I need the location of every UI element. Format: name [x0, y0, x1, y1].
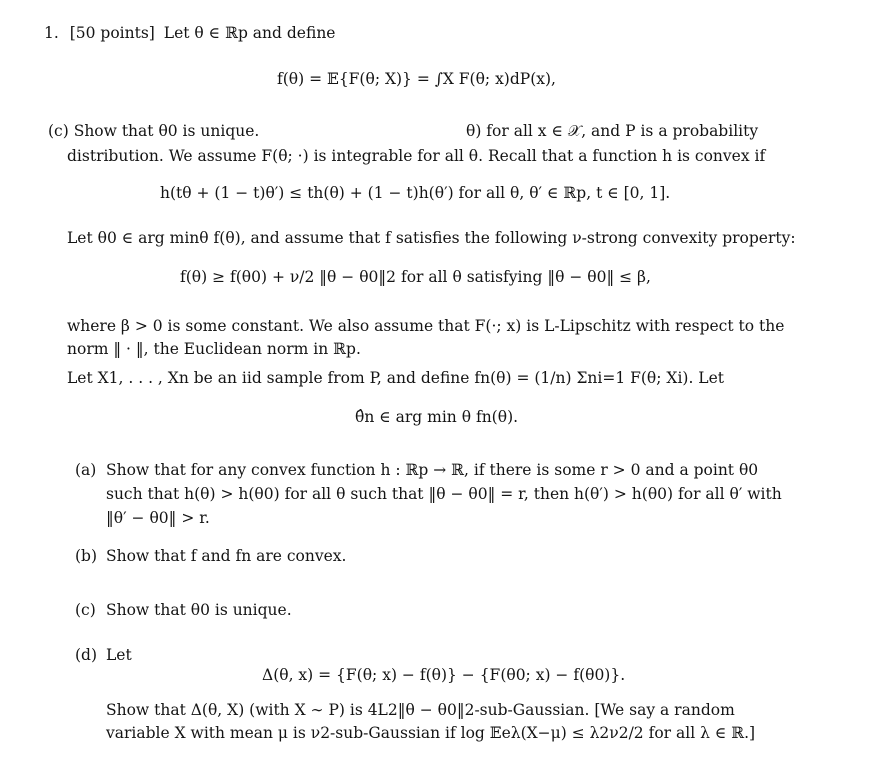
problem-header [44, 23, 335, 43]
equation-theta-hat: θ̂n ∈ arg min θ fn(θ). [355, 408, 519, 426]
part-a-label: (a) [75, 461, 97, 479]
part-c-label: (c) [75, 601, 96, 619]
part-d-line1: Show that Δ(θ, X) (with X ∼ P) is 4L2‖θ − θ0‖2-sub-Gaussian. [We say a random [106, 701, 735, 719]
part-a-line3: ‖θ′ − θ0‖ > r. [106, 509, 210, 527]
part-a-line1: Show that for any convex function h : ℝp → ℝ, if there is some r > 0 and a point θ0 [106, 461, 759, 479]
equation-convexity: h(tθ + (1 − t)θ′) ≤ th(θ) + (1 − t)h(θ′) for all θ, θ′ ∈ ℝp, t ∈ [0, 1]. [160, 184, 671, 202]
equation-f-definition [277, 68, 556, 90]
overlap-right-text: θ) for all x ∈ 𝒳, and P is a probability [466, 122, 759, 140]
part-d-label: (d) [75, 646, 98, 664]
paragraph-distribution: distribution. We assume F(θ; ·) is integrable for all θ. Recall that a function h is convex if [67, 147, 766, 165]
problem-number: 1. [44, 24, 59, 42]
part-c-text: Show that θ0 is unique. [106, 601, 292, 619]
paragraph-where-beta: where β > 0 is some constant. We also assume that F(·; x) is L-Lipschitz with respect to the [67, 317, 785, 335]
part-b-text: Show that f and fn are convex. [106, 547, 347, 565]
problem-intro: Let θ ∈ ℝp and define [163, 24, 336, 42]
part-a-line2: such that h(θ) > h(θ0) for all θ such that ‖θ − θ0‖ = r, then h(θ′) > h(θ0) for all θ′ with [106, 485, 782, 503]
equation-strong-convexity: f(θ) ≥ f(θ0) + ν/2 ‖θ − θ0‖2 for all θ satisfying ‖θ − θ0‖ ≤ β, [180, 268, 651, 286]
equation-delta: Δ(θ, x) = {F(θ; x) − f(θ)} − {F(θ0; x) − f(θ0)}. [262, 666, 626, 684]
overlap-left-text: (c) Show that θ0 is unique. [48, 122, 260, 140]
part-d-line2: variable X with mean μ is ν2-sub-Gaussian if log 𝔼eλ(X−μ) ≤ λ2ν2/2 for all λ ∈ ℝ.] [106, 724, 756, 742]
part-b-label: (b) [75, 547, 98, 565]
paragraph-let-theta0: Let θ0 ∈ arg minθ f(θ), and assume that f satisfies the following ν-strong convexity property: [67, 229, 796, 247]
part-d-text: Let [106, 646, 132, 664]
problem-points: [50 points] [69, 24, 155, 42]
paragraph-iid-sample: Let X1, . . . , Xn be an iid sample from P, and define fn(θ) = (1/n) Σni=1 F(θ; Xi). Let [67, 369, 724, 387]
equation-f-definition-text: f(θ) = 𝔼{F(θ; X)} = ∫X F(θ; x)dP(x), [277, 70, 556, 88]
paragraph-norm: norm ‖ · ‖, the Euclidean norm in ℝp. [67, 340, 361, 358]
